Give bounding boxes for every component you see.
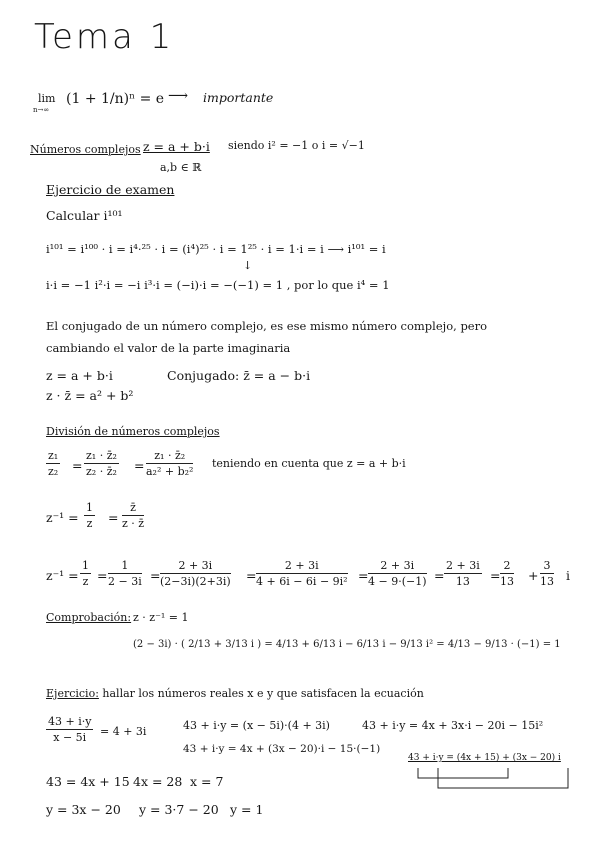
- example-eq-2: =: [150, 568, 161, 583]
- example-frac-2-num: 1: [108, 560, 142, 574]
- example-plus: +: [528, 568, 539, 583]
- example-frac-6: [444, 560, 482, 587]
- exercise-statement: hallar los números reales x e y que satisfacen la ecuación: [102, 687, 424, 700]
- example-eq-1: =: [97, 568, 108, 583]
- complex-domain: a,b ∈ ℝ: [160, 161, 202, 174]
- example-eq-5: =: [434, 568, 445, 583]
- exercise-heading: Ejercicio:: [46, 687, 99, 700]
- exercise-boxed: 43 + i·y = (4x + 15) + (3x − 20) i: [408, 753, 561, 763]
- exercise-step-3: 43 + i·y = 4x + (3x − 20)·i − 15·(−1): [183, 743, 381, 755]
- example-frac-3-num: 2 + 3i: [160, 560, 231, 574]
- exercise-step-2: 43 + i·y = 4x + 3x·i − 20i − 15i²: [362, 719, 544, 732]
- example-frac-3-den: (2−3i)(2+3i): [160, 575, 231, 588]
- example-frac-8: [540, 560, 554, 587]
- division-frac-2-den: z₂ · z̄₂: [86, 465, 117, 478]
- example-eq-3: =: [246, 568, 257, 583]
- example-frac-2-den: 2 − 3i: [108, 575, 142, 588]
- division-frac-1: [46, 450, 60, 477]
- example-frac-2: [108, 560, 142, 587]
- solution-2b: y = 3·7 − 20: [139, 802, 219, 817]
- solution-2c: y = 1: [230, 802, 264, 817]
- example-lhs: z⁻¹ =: [46, 568, 79, 583]
- division-eq-2: =: [134, 458, 145, 473]
- example-frac-5-num: 2 + 3i: [368, 560, 427, 574]
- inverse-eq: =: [108, 510, 119, 525]
- exercise-step-1: 43 + i·y = (x − 5i)·(4 + 3i): [183, 719, 330, 732]
- example-frac-1-den: z: [82, 575, 89, 588]
- limit-arrow: ⟶: [168, 88, 189, 104]
- exam-line-2: i·i = −1 i²·i = −i i³·i = (−i)·i = −(−1) = 1 , por lo que i⁴ = 1: [46, 278, 390, 292]
- limit-expression: (1 + 1/n)ⁿ = e: [66, 91, 165, 107]
- exam-heading: Ejercicio de examen: [46, 182, 175, 197]
- example-frac-8-num: 3: [540, 560, 554, 574]
- inverse-frac-2-den: z · z̄: [122, 517, 145, 530]
- exam-down-arrow: ↓: [243, 259, 253, 272]
- example-frac-7-den: 13: [500, 575, 514, 588]
- solution-2a: y = 3x − 20: [46, 802, 121, 817]
- exercise-brackets: [408, 764, 588, 794]
- example-frac-7: [500, 560, 514, 587]
- inverse-lhs: z⁻¹ =: [46, 510, 79, 525]
- example-frac-7-num: 2: [500, 560, 514, 574]
- limit-lim: lim: [38, 92, 56, 105]
- conjugate-text-2: cambiando el valor de la parte imaginaria: [46, 341, 291, 355]
- division-frac-3: [146, 450, 193, 477]
- example-eq-6: =: [490, 568, 501, 583]
- example-frac-3: [160, 560, 231, 587]
- example-frac-4: [256, 560, 348, 587]
- division-frac-1-num: z₁: [48, 449, 59, 462]
- exercise-rhs: = 4 + 3i: [100, 725, 147, 738]
- check-equation: z · z⁻¹ = 1: [133, 611, 189, 624]
- division-heading: División de números complejos: [46, 425, 220, 438]
- check-line: (2 − 3i) · ( 2/13 + 3/13 i ) = 4/13 + 6/13 i − 6/13 i − 9/13 i² = 4/13 − 9/13 · (−1) = 1: [133, 639, 561, 650]
- exam-prompt: Calcular i¹⁰¹: [46, 208, 123, 223]
- division-eq-1: =: [72, 458, 83, 473]
- page-title: Tema 1: [34, 17, 175, 57]
- limit-note: importante: [203, 90, 274, 105]
- complex-label: Números complejos: [30, 143, 141, 156]
- inverse-frac-1-den: z: [86, 517, 93, 530]
- complex-formula: z = a + b·i: [143, 139, 210, 154]
- complex-siendo: siendo i² = −1 o i = √−1: [228, 139, 365, 152]
- exercise-frac-den: x − 5i: [53, 731, 87, 744]
- solution-1b: 4x = 28: [133, 774, 183, 789]
- exam-line-1: i¹⁰¹ = i¹⁰⁰ · i = i⁴·²⁵ · i = (i⁴)²⁵ · i = 1²⁵ · i = 1·i = i ⟶ i¹⁰¹ = i: [46, 242, 386, 256]
- example-frac-5: [368, 560, 427, 587]
- inverse-frac-2-num: z̄: [122, 502, 144, 516]
- check-heading: Comprobación:: [46, 611, 132, 624]
- example-frac-4-den: 4 + 6i − 6i − 9i²: [256, 575, 348, 588]
- solution-1a: 43 = 4x + 15: [46, 774, 130, 789]
- example-frac-5-den: 4 − 9·(−1): [368, 575, 427, 588]
- example-eq-4: =: [358, 568, 369, 583]
- example-frac-8-den: 13: [540, 575, 554, 588]
- exercise-header-row: [46, 688, 424, 699]
- limit-sub: n→∞: [33, 106, 50, 114]
- division-frac-3-num: z₁ · z̄₂: [146, 450, 193, 464]
- inverse-frac-1-num: 1: [86, 501, 93, 514]
- conjugate-product: z · z̄ = a² + b²: [46, 388, 134, 403]
- division-note: teniendo en cuenta que z = a + b·i: [212, 457, 406, 470]
- example-frac-6-den: 13: [455, 575, 470, 588]
- division-frac-2-num: z₁ · z̄₂: [86, 449, 117, 462]
- example-frac-1: [80, 560, 91, 587]
- example-tail: i: [566, 568, 570, 583]
- conjugate-text-1: El conjugado de un número complejo, es ese mismo número complejo, pero: [46, 319, 488, 333]
- conjugate-z: z = a + b·i: [46, 368, 113, 383]
- division-frac-3-den: a₂² + b₂²: [146, 465, 194, 478]
- exercise-frac-num: 43 + i·y: [48, 715, 92, 728]
- example-frac-6-num: 2 + 3i: [446, 559, 480, 572]
- example-frac-4-num: 2 + 3i: [256, 560, 348, 574]
- conjugate-definition: Conjugado: z̄ = a − b·i: [167, 368, 311, 383]
- inverse-frac-2: [122, 502, 144, 529]
- division-frac-1-den: z₂: [48, 465, 59, 478]
- exercise-frac: [46, 716, 93, 743]
- example-frac-1-num: 1: [82, 559, 89, 572]
- division-frac-2: [84, 450, 119, 477]
- solution-1c: x = 7: [190, 774, 224, 789]
- inverse-frac-1: [84, 502, 95, 529]
